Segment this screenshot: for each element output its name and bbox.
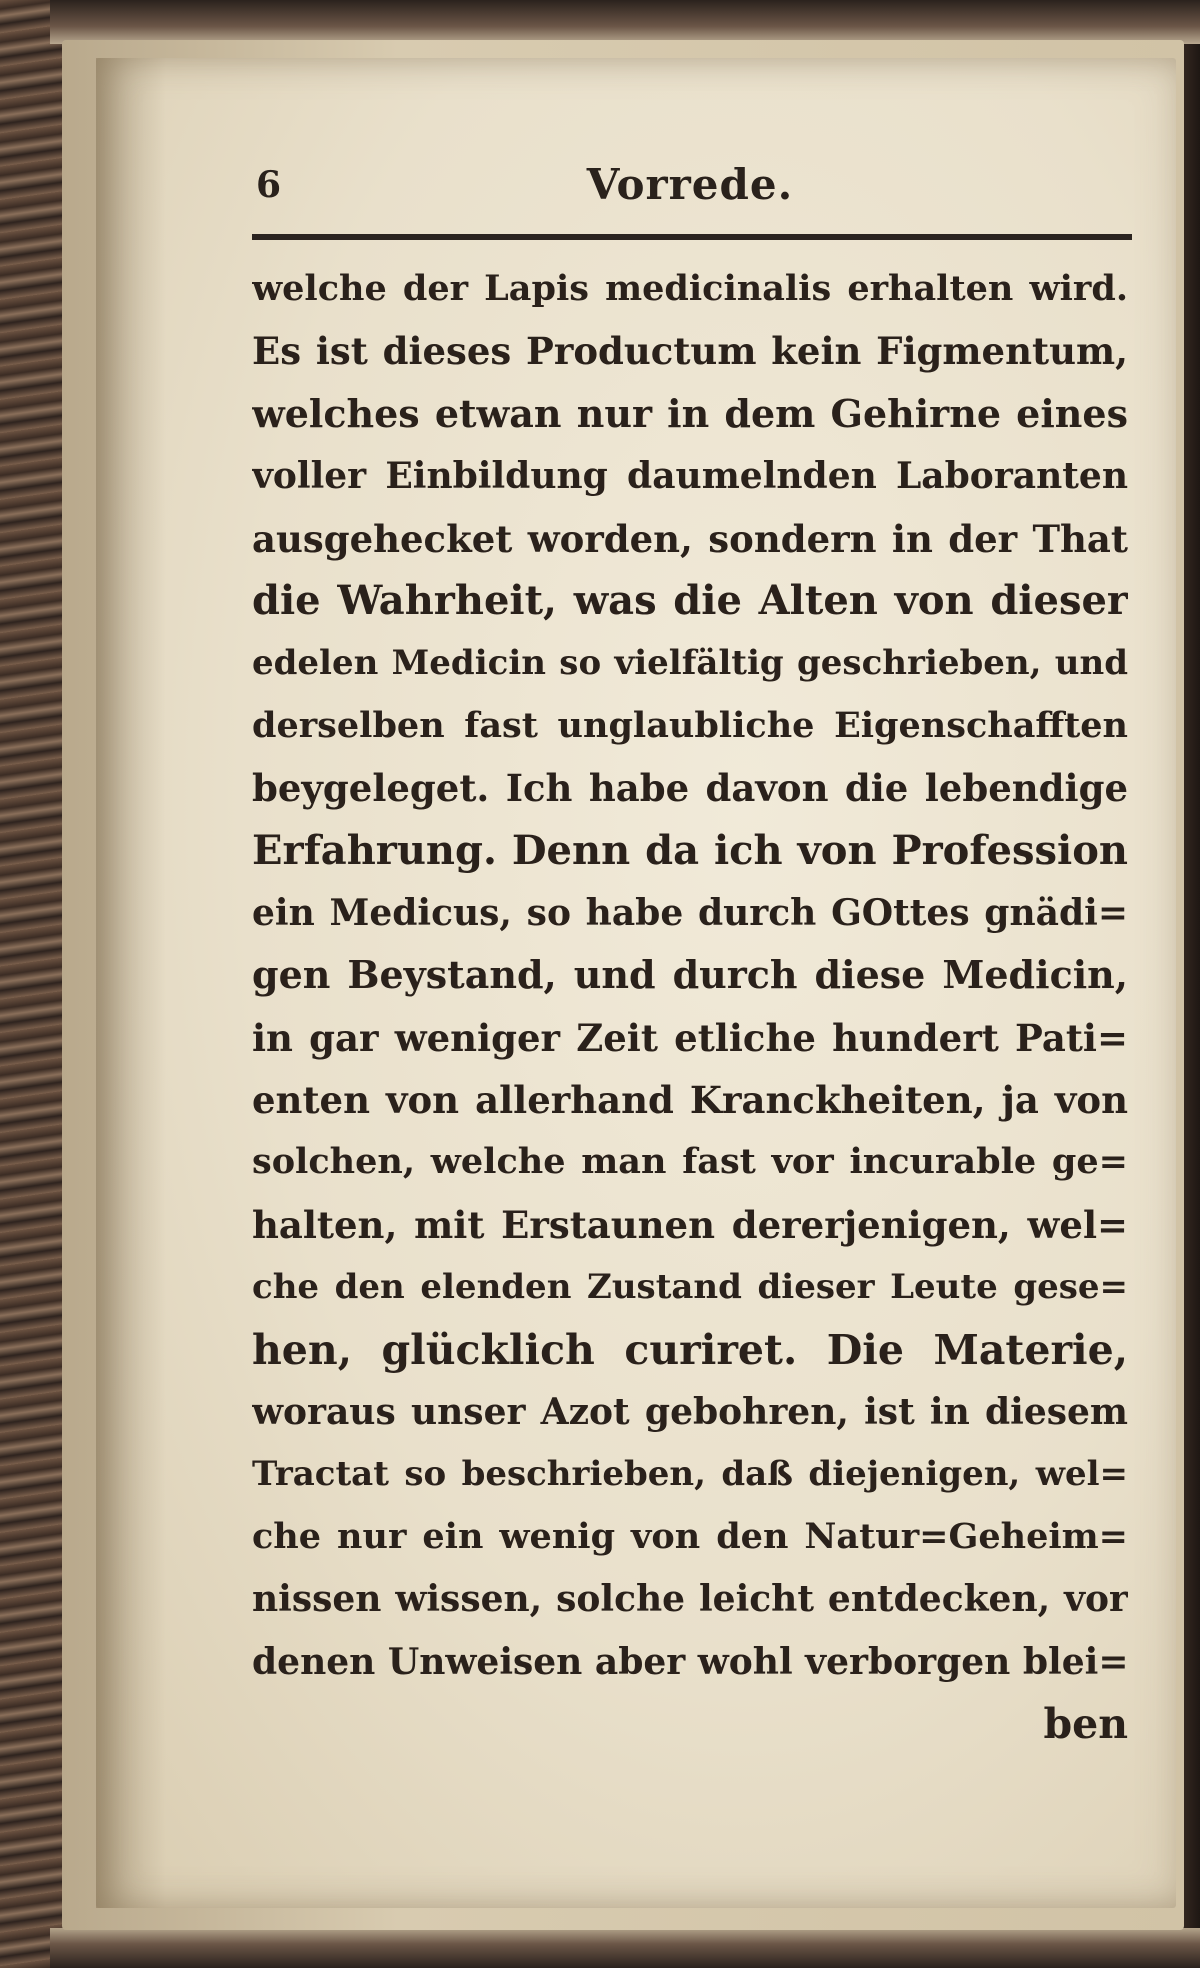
text-line: derselben fast unglaubliche Eigenschafften (252, 704, 1128, 746)
text-line: edelen Medicin so vielfältig geschrieben, und (252, 643, 1128, 684)
cover-board-left (0, 0, 70, 1968)
text-line: Tractat so beschrieben, daß diejenigen, wel= (252, 1454, 1128, 1495)
running-head: Vorrede. (586, 160, 794, 209)
text-line: halten, mit Erstaunen dererjenigen, wel= (252, 1202, 1128, 1247)
text-line: welche der Lapis medicinalis erhalten wird. (252, 268, 1128, 309)
text-line: nissen wissen, solche leicht entdecken, vor (252, 1578, 1128, 1621)
page-gutter-shadow (96, 58, 166, 1908)
text-line: gen Beystand, und durch diese Medicin, (252, 952, 1128, 998)
text-line: che den elenden Zustand dieser Leute gese= (252, 1267, 1128, 1308)
cover-edge-bottom (50, 1928, 1200, 1968)
text-line: solchen, welche man fast vor incurable ge= (252, 1141, 1128, 1183)
catchword: ben (1043, 1699, 1128, 1748)
text-line: beygeleget. Ich habe davon die lebendige (252, 766, 1128, 811)
body-text (252, 258, 1128, 1755)
text-line: Es ist dieses Productum kein Figmentum, (252, 329, 1128, 374)
text-line: die Wahrheit, was die Alten von dieser (252, 576, 1128, 624)
cover-edge-top (50, 0, 1200, 44)
text-line: welches etwan nur in dem Gehirne eines (252, 390, 1128, 436)
text-line: Erfahrung. Denn da ich von Profession (252, 826, 1128, 874)
page-number: 6 (256, 164, 282, 206)
text-line: woraus unser Azot gebohren, ist in diesem (252, 1391, 1128, 1434)
text-line: in gar weniger Zeit etliche hundert Pati= (252, 1015, 1128, 1060)
page-header (250, 152, 1130, 222)
text-line: ein Medicus, so habe durch GOttes gnädi= (252, 891, 1128, 934)
text-line: voller Einbildung daumelnden Laboranten (252, 455, 1128, 498)
text-line: ausgehecket worden, sondern in der That (252, 516, 1128, 561)
text-line: enten von allerhand Kranckheiten, ja von (252, 1078, 1128, 1123)
text-line: denen Unweisen aber wohl verborgen blei= (252, 1640, 1128, 1683)
text-line: che nur ein wenig von den Natur=Geheim= (252, 1515, 1128, 1557)
header-rule (252, 234, 1132, 240)
text-line: hen, glücklich curiret. Die Materie, (252, 1325, 1128, 1374)
